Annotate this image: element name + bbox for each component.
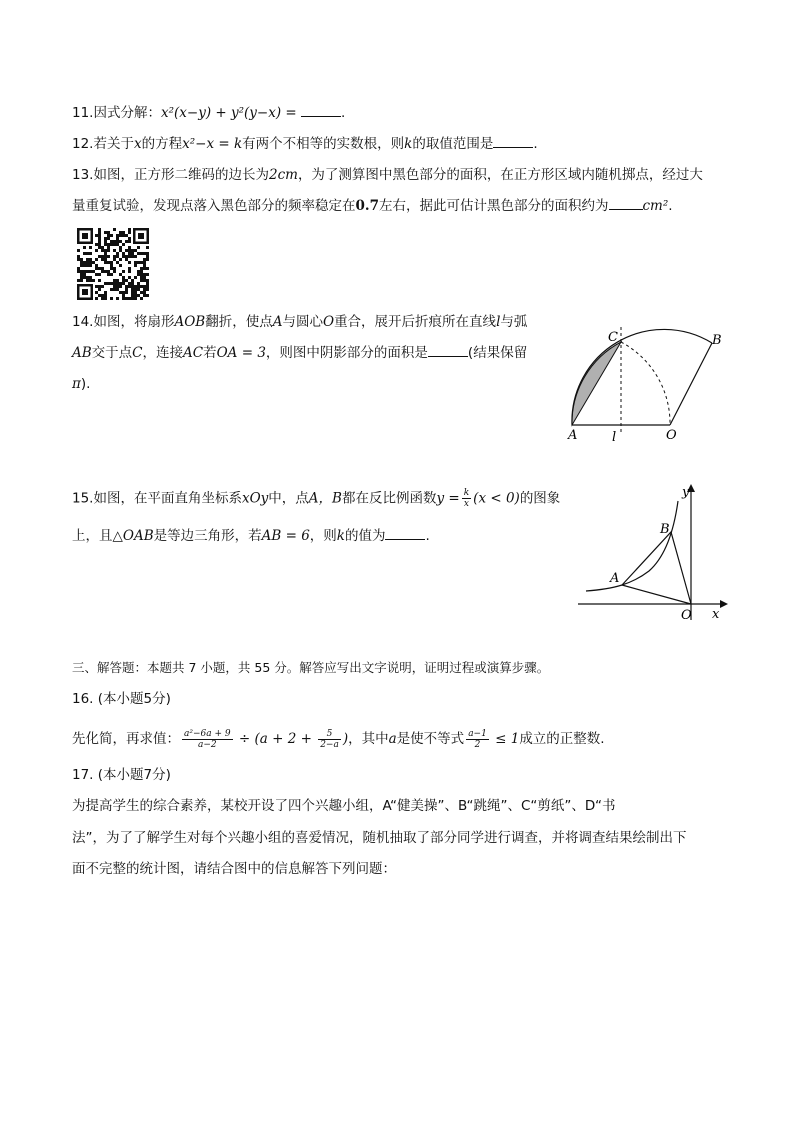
label-B: B <box>660 522 670 537</box>
period: . <box>533 136 538 152</box>
question-number: 15. <box>72 490 94 507</box>
question-text: 的取值范围是 <box>412 136 494 152</box>
answer-blank[interactable] <box>385 527 425 540</box>
math-expression: (x < 0) <box>473 490 520 507</box>
question-16-body <box>72 726 605 752</box>
question-17-line-3 <box>72 860 396 878</box>
math-expression: △OAB <box>112 528 154 544</box>
period: . <box>425 528 430 544</box>
label-y: y <box>682 485 690 500</box>
question-17-heading <box>72 766 171 784</box>
qr-code-image <box>77 228 149 300</box>
math-var: a <box>388 731 397 747</box>
question-text: 若关于 <box>93 136 134 152</box>
question-text: 的方程 <box>141 136 183 152</box>
math-var: A，B <box>308 490 342 507</box>
math-var: l <box>496 314 501 330</box>
section-text: 三、解答题：本题共 7 小题，共 55 分。解答应写出文字说明，证明过程或演算步骤。 <box>72 660 550 675</box>
label-B: B <box>712 333 722 348</box>
answer-blank[interactable] <box>301 104 341 117</box>
question-text: 为提高学生的综合素养，某校开设了四个兴趣小组，A“健美操”、B“跳绳”、C“剪纸”、D“书 <box>72 798 616 814</box>
period: . <box>341 105 346 121</box>
question-14-line-1 <box>72 313 527 331</box>
math-var: π <box>72 376 81 392</box>
math-expression: OA = 3 <box>216 345 266 361</box>
math-var: x <box>133 136 142 152</box>
math-var: A <box>272 314 283 330</box>
math-var: C <box>132 345 143 361</box>
math-var: xOy <box>241 490 269 507</box>
question-text: 与圆心 <box>282 314 323 330</box>
question-15-line-1 <box>72 488 560 509</box>
question-text: 量重复试验，发现点落入黑色部分的频率稳定在 <box>72 198 356 214</box>
math-expression: y = <box>436 490 460 507</box>
numerator: k <box>463 488 470 498</box>
numerator: 5 <box>318 729 341 740</box>
question-text: 成立的正整数. <box>519 731 605 747</box>
question-text: 是使不等式 <box>396 731 465 747</box>
math-var: AC <box>183 345 204 361</box>
period: . <box>668 198 673 214</box>
fraction-1 <box>182 729 233 750</box>
label-A: A <box>610 571 620 586</box>
question-text: ，其中 <box>348 731 389 747</box>
question-text: ，则 <box>309 528 337 544</box>
math-expression: x²−x = k <box>182 136 243 152</box>
question-13-line-1 <box>72 166 703 184</box>
question-text: 都在反比例函数 <box>341 490 437 507</box>
question-text: 因式分解： <box>93 105 161 121</box>
question-14-line-2 <box>72 344 527 362</box>
question-15-line-2 <box>72 527 430 545</box>
question-text: ，连接 <box>142 345 184 361</box>
question-heading: 16. (本小题5分) <box>72 691 171 707</box>
question-text: 先化简，再求值： <box>72 731 180 747</box>
fraction-2 <box>318 729 341 750</box>
question-16-heading <box>72 690 171 708</box>
math-var: k <box>404 136 413 152</box>
question-text: 如图，将扇形 <box>93 314 175 330</box>
math-var: O <box>322 314 335 330</box>
question-text: (结果保留 <box>467 345 528 361</box>
math-var: k <box>336 528 345 544</box>
question-number: 12. <box>72 136 94 152</box>
fraction-k-over-x <box>462 488 471 509</box>
denominator: 2−a <box>320 739 339 750</box>
question-text: 的值为 <box>344 528 386 544</box>
question-11 <box>72 104 345 122</box>
math-expression: AB = 6 <box>261 528 310 544</box>
answer-blank[interactable] <box>493 135 533 148</box>
math-value: 0.7 <box>355 198 379 214</box>
question-text: 是等边三角形，若 <box>153 528 262 544</box>
numerator: a²−6a + 9 <box>184 728 231 739</box>
question-text: 若 <box>203 345 217 361</box>
math-var: AB <box>72 345 92 361</box>
math-expression: ) <box>342 731 349 747</box>
denominator: 2 <box>474 739 481 750</box>
question-text: 面不完整的统计图，请结合图中的信息解答下列问题： <box>72 861 396 877</box>
section-3-heading <box>72 659 549 677</box>
answer-blank[interactable] <box>428 344 468 357</box>
question-14-line-3 <box>72 375 90 393</box>
label-O: O <box>666 428 677 443</box>
question-text: 有两个不相等的实数根，则 <box>242 136 405 152</box>
question-text: 的图象 <box>519 490 561 507</box>
math-var: AOB <box>174 314 206 330</box>
question-text: 翻折，使点 <box>205 314 273 330</box>
question-text: 重合，展开后折痕所在直线 <box>334 314 497 330</box>
label-x: x <box>712 607 720 622</box>
sector-fold-diagram <box>560 322 730 450</box>
answer-blank[interactable] <box>609 197 643 210</box>
fraction-3 <box>466 729 489 750</box>
question-heading: 17. (本小题7分) <box>72 767 171 783</box>
question-text: ). <box>80 376 91 392</box>
unit: cm² <box>642 198 669 214</box>
question-17-line-1 <box>72 797 616 815</box>
question-text: 左右，据此可估计黑色部分的面积约为 <box>379 198 609 214</box>
math-value: 2cm <box>268 167 298 183</box>
math-expression: ≤ 1 <box>490 731 520 747</box>
question-text: 如图，正方形二维码的边长为 <box>93 167 269 183</box>
question-text: 交于点 <box>91 345 133 361</box>
question-17-line-2 <box>72 829 687 847</box>
math-expression: x²(x−y) + y²(y−x) = <box>160 105 297 121</box>
question-12 <box>72 135 538 153</box>
question-text: 如图，在平面直角坐标系 <box>93 490 242 507</box>
label-l: l <box>612 430 617 445</box>
label-A: A <box>568 428 578 443</box>
question-13-line-2 <box>72 197 673 215</box>
question-number: 13. <box>72 167 94 183</box>
denominator: x <box>463 499 469 509</box>
label-O: O <box>681 608 692 623</box>
question-text: ，则图中阴影部分的面积是 <box>265 345 428 361</box>
label-C: C <box>608 330 618 345</box>
question-text: 与弧 <box>500 314 528 330</box>
question-number: 11. <box>72 105 94 121</box>
math-expression: ÷ (a + 2 + <box>234 731 317 747</box>
numerator: a−1 <box>468 728 487 739</box>
question-text: 上，且 <box>72 528 113 544</box>
question-text: ，为了测算图中黑色部分的面积，在正方形区域内随机掷点，经过大 <box>297 167 703 183</box>
question-text: 中，点 <box>268 490 309 507</box>
coordinate-diagram <box>574 480 734 625</box>
question-text: 法”，为了了解学生对每个兴趣小组的喜爱情况，随机抽取了部分同学进行调查，并将调查结果绘制出下 <box>72 830 687 846</box>
question-number: 14. <box>72 314 94 330</box>
denominator: a−2 <box>197 739 217 750</box>
